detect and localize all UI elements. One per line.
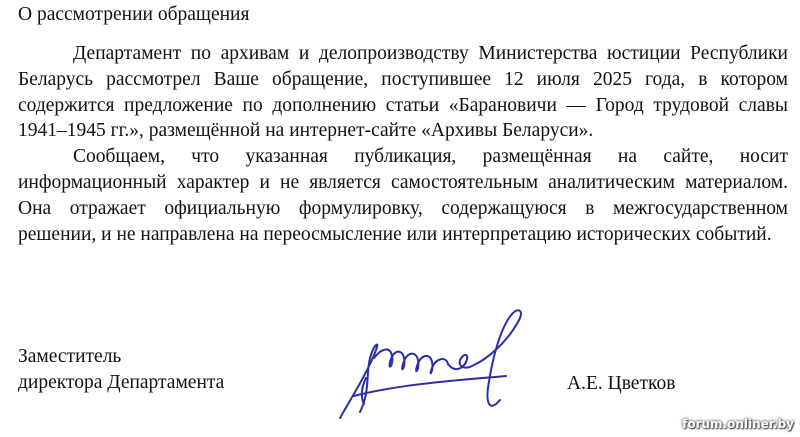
signatory-title (18, 344, 224, 396)
signatory-title-line-1: Заместитель (18, 346, 122, 367)
letter-paragraph-1: Департамент по архивам и делопроизводству Министерства юстиции Республики Беларусь рассмотрел Ваше обращение, поступившее 12 июля 2025 года, в котором содержится предложение по дополнению статьи «Барановичи — Город трудовой славы 1941–1945 гг.», размещённой на интернет-сайте «Архивы Беларуси». (18, 43, 788, 142)
letter-body (18, 41, 788, 247)
signatory-title-line-2: директора Департамента (18, 372, 225, 393)
letter-subject: О рассмотрении обращения (18, 4, 250, 25)
site-watermark: forum.onliner.by (682, 417, 794, 431)
signatory-name: А.Е. Цветков (567, 373, 676, 394)
letter-paragraph-2: Сообщаем, что указанная публикация, размещённая на сайте, носит информационный характер и не является самостоятельным аналитическим материалом. Она отражает официальную формулировку, содержащуюся в межгосударственном решении, и не направлена на переосмысление или интерпретацию исторических событий. (18, 146, 788, 245)
handwritten-signature-icon (330, 300, 550, 437)
